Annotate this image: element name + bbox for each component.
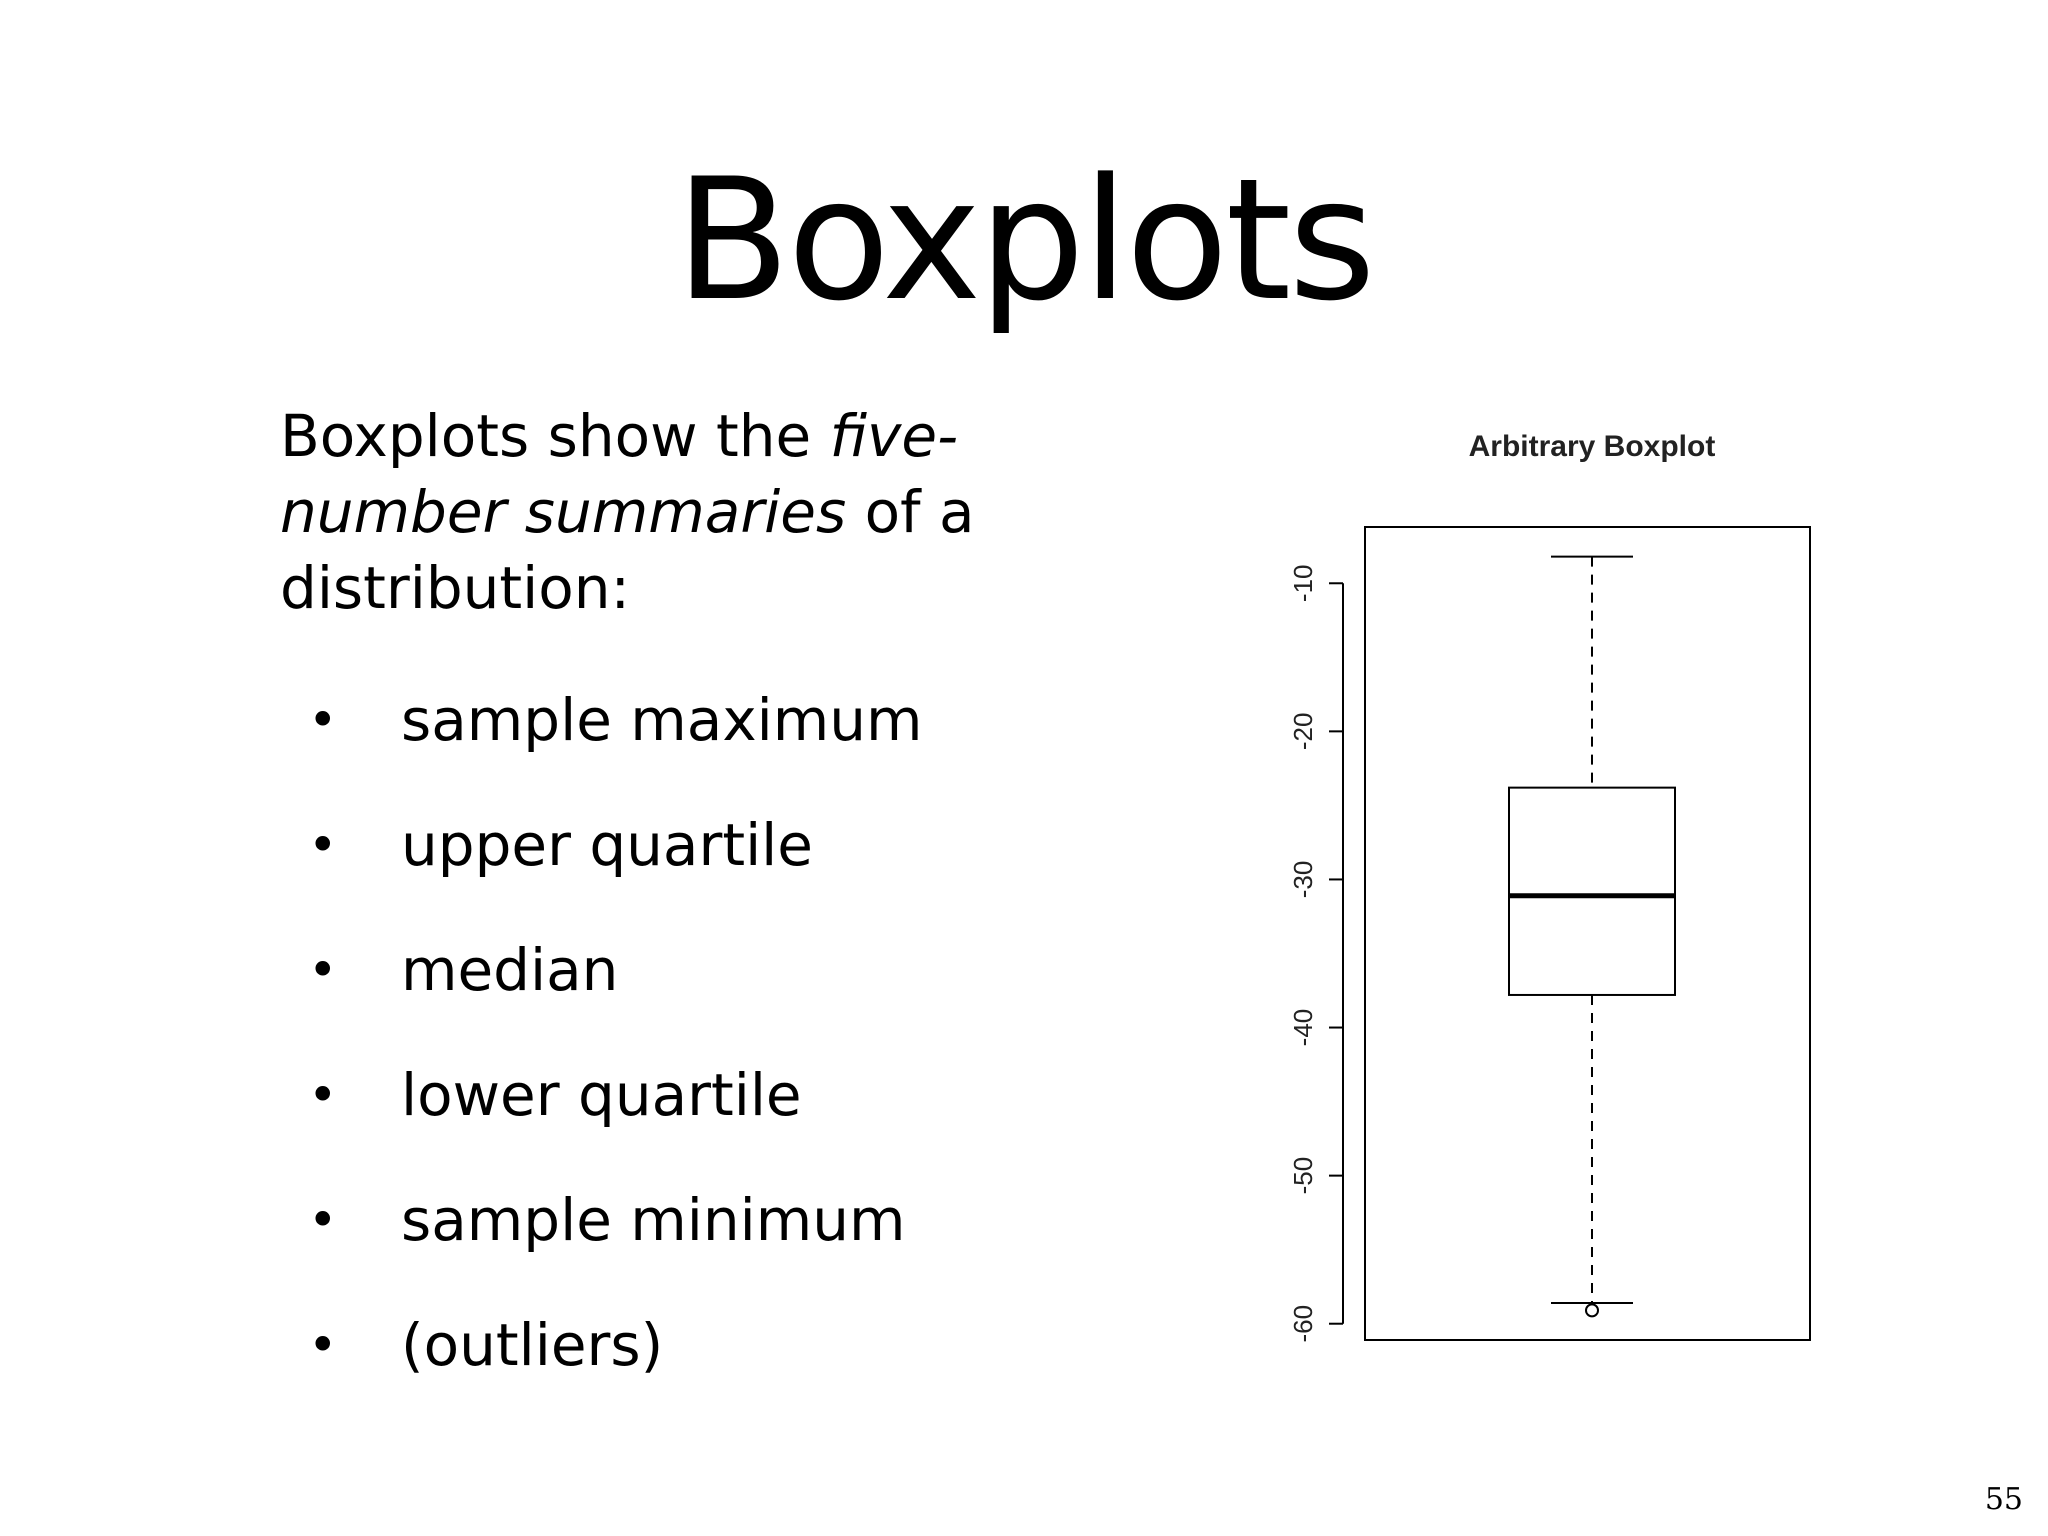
- slide-title: Boxplots: [675, 142, 1373, 338]
- bullet-text: sample maximum: [401, 686, 923, 754]
- iqr-box: [1509, 788, 1675, 995]
- bullet-text: median: [401, 936, 619, 1004]
- bullet-icon: •: [308, 1066, 338, 1124]
- bullet-text: sample minimum: [401, 1186, 906, 1254]
- intro-emphasis: five-: [829, 402, 958, 470]
- bullet-icon: •: [308, 691, 338, 749]
- y-tick-label: -30: [1288, 860, 1318, 899]
- bullet-icon: •: [308, 1191, 338, 1249]
- intro-text-part: of a: [846, 478, 975, 546]
- page-number: 55: [1984, 1482, 2023, 1517]
- bullet-icon: •: [308, 1316, 338, 1374]
- chart-title: Arbitrary Boxplot: [1468, 430, 1716, 463]
- outlier-point: [1586, 1304, 1598, 1316]
- bullet-text: (outliers): [401, 1311, 664, 1379]
- y-tick-label: -50: [1288, 1156, 1318, 1195]
- y-tick-label: -10: [1288, 564, 1318, 603]
- bullet-icon: •: [308, 941, 338, 999]
- intro-emphasis: number summaries: [280, 478, 847, 546]
- boxplot-chart: [1240, 420, 1880, 1400]
- intro-text-part: distribution:: [280, 554, 631, 622]
- bullet-icon: •: [308, 816, 338, 874]
- intro-text: [280, 398, 980, 626]
- y-tick-label: -60: [1288, 1304, 1318, 1343]
- intro-text-part: Boxplots show the: [280, 402, 830, 470]
- bullet-text: lower quartile: [401, 1061, 802, 1129]
- y-tick-label: -20: [1288, 712, 1318, 751]
- y-tick-label: -40: [1288, 1008, 1318, 1047]
- bullet-text: upper quartile: [401, 811, 813, 879]
